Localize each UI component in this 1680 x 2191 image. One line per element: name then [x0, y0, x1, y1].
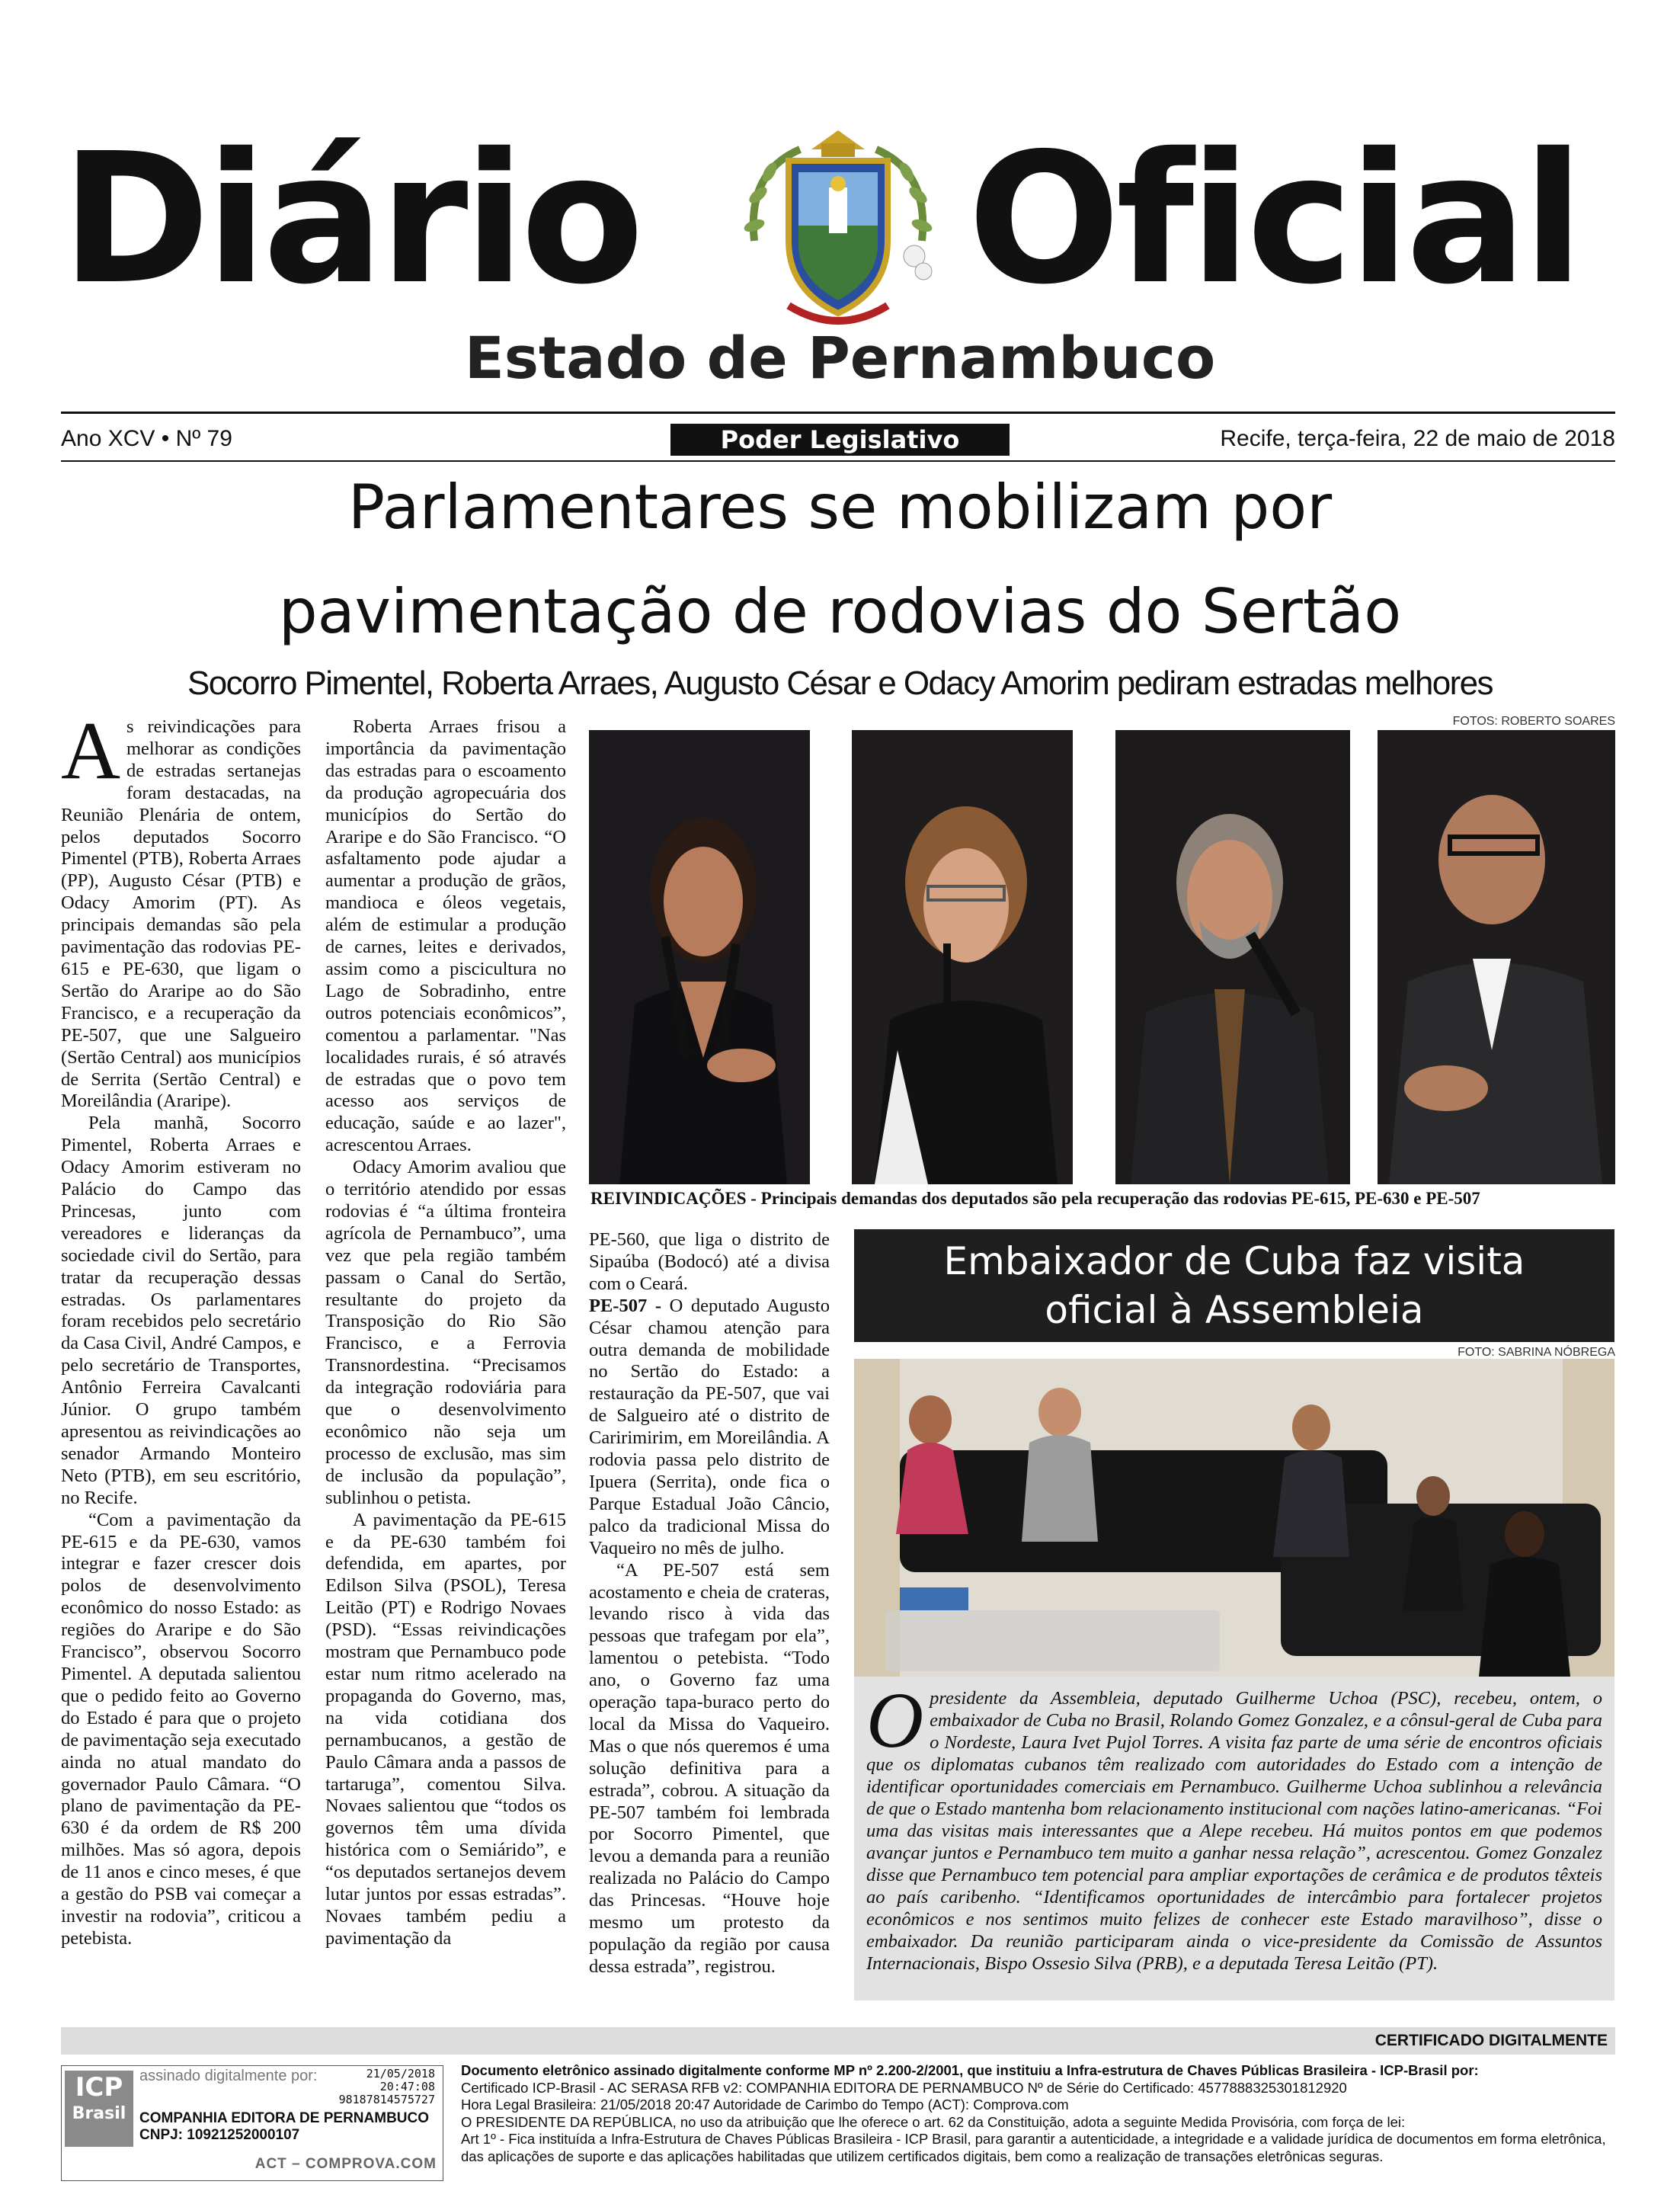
article-paragraph: As reivindicações para melhorar as condições de estradas sertanejas foram destacadas, na Reunião Plenária de ontem, pelos deputados Socorro Pimentel (PTB), Roberta Arraes (PP), Augusto César (PTB) e Odacy Amorim (PT). As principais demandas são pela pavimentação das rodovias PE-615 e PE-630, que ligam o Sertão do Araripe ao do São Francisco, e a recuperação da PE-507, que une Salgueiro (Sertão Central) aos municípios de Serrita (Sertão Central) e Moreilândia (Araripe). [61, 706, 301, 1112]
cuba-article-box [854, 1677, 1614, 2000]
edition-number: Ano XCV • Nº 79 [61, 426, 232, 451]
cuba-drop-cap: O [866, 1677, 924, 1764]
bottom-rule [61, 460, 1615, 462]
state-coat-of-arms [724, 127, 952, 332]
subsection-label: PE-507 - [589, 1295, 661, 1316]
deputy-photo-1 [589, 730, 810, 1184]
article-paragraph: Odacy Amorim avaliou que o território atendido por essas rodovias é “a última fronteira agrícola de Pernambuco”, uma vez que pela região também passam o Canal do Sertão, resultante do projeto da Transposição do Rio São Francisco, e a Ferrovia Transnordestina. “Precisamos da integração rodoviária para que o desenvolvimento econômico não seja um processo de exclusão, mas sim de inclusão da população”, sublinhou o petista. [325, 1157, 566, 1508]
article-paragraph: A pavimentação da PE-615 e da PE-630 também foi defendida, em apartes, por Edilson Silva (PSOL), Teresa Leitão (PT) e Rodrigo Novaes (PSD). “Essas reivindicações mostram que Pernambuco pode estar num ritmo acelerado na propaganda do Governo, mas, na vida cotidiana dos pernambucanos, a gestão de Paulo Câmara anda a passos de tartaruga”, comentou Silva. Novaes salientou que “todos os governos têm uma dívida histórica com o Semiárido”, e “os deputados sertanejos devem lutar juntos por essas estradas”. Novaes também pediu a pavimentação da [325, 1509, 566, 1949]
drop-cap: A [61, 706, 120, 796]
cuba-title-line-1: Embaixador de Cuba faz visita [943, 1239, 1525, 1283]
headline-line-1: Parlamentares se mobilizam por [347, 472, 1333, 543]
article-paragraph: PE-560, que liga o distrito de Sipaúba (Bodocó) até a divisa com o Ceará. [589, 1229, 830, 1294]
article-column-2 [325, 716, 566, 1950]
main-headline [46, 472, 1634, 647]
legal-notice: Documento eletrônico assinado digitalmente conforme MP nº 2.200-2/2001, que instituiu a Infra-estrutura de Chaves Públicas Brasileira - ICP-Brasil por: Certificado ICP-Brasil - AC SERASA RFB v2: COMPANHIA EDITORA DE PERNAMBUCO Nº de Série do Certificado: 4577888325301812920 Hora Legal Brasileira: 21/05/2018 20:47 Autoridade de Carimbo do Tempo (ACT): Comprova.com O PRESIDENTE DA REPÚBLICA, no uso da atribuição que lhe oferece o art. 62 da Constituição, adota a seguinte Medida Provisória, com força de lei: Art 1º - Fica instituída a Infra-Estrutura de Chaves Públicas Brasileira - ICP Brasil, para garantir a autenticidade, a integridade e a validade jurídica de documentos em forma eletrônica, das aplicações de suporte e das aplicações habilitadas que utilizem certificados digitais, bem como a realização de transações eletrônicas seguras. [461, 2062, 1606, 2164]
article-paragraph: Roberta Arraes frisou a importância da pavimentação das estradas para o escoamento da produção agropecuária dos municípios do Sertão do Araripe e do São Francisco. “O asfaltamento pode ajudar a aumentar a produção de grãos, mandioca e óleos vegetais, além de estimular a produção de carnes, leites e derivados, assim como a piscicultura no Lago de Sobradinho, entre outros potenciais econômicos”, comentou a parlamentar. "Nas localidades rurais, é só através de estradas que o povo tem acesso aos serviços de educação, saúde e ao lazer", acrescentou Arraes. [325, 716, 566, 1156]
caption-label: REIVINDICAÇÕES - [590, 1189, 757, 1208]
digital-signature-seal [61, 2065, 443, 2181]
cuba-photo-credit: FOTO: SABRINA NÓBREGA [1458, 1346, 1615, 1359]
act-label: ACT – COMPROVA.COM [254, 2156, 437, 2172]
signer-company: COMPANHIA EDITORA DE PERNAMBUCO [139, 2110, 430, 2126]
masthead-word-diario: Diário [61, 114, 640, 324]
icp-brasil-logo: ICP Brasil [65, 2071, 133, 2147]
article-paragraph: PE-507 - O deputado Augusto César chamou atenção para outra demanda de mobilidade no Sertão do Estado: a restauração da PE-507, que vai de Salgueiro até o distrito de Caririmirim, em Moreilândia. A rodovia passa pelo distrito de Ipuera (Serrita), onde fica o Parque Estadual João Câncio, palco da tradicional Missa do Vaqueiro no mês de julho. [589, 1295, 830, 1558]
deputy-photo-2 [852, 730, 1073, 1184]
cuba-title-line-2: oficial à Assembleia [1045, 1288, 1424, 1332]
coat-of-arms-icon [724, 127, 952, 332]
section-badge: Poder Legislativo [670, 424, 1010, 456]
cuba-meeting-photo [854, 1359, 1614, 1677]
masthead-subtitle: Estado de Pernambuco [464, 324, 1216, 392]
main-subheadline: Socorro Pimentel, Roberta Arraes, Augusto César e Odacy Amorim pediram estradas melhores [187, 665, 1493, 702]
deputy-photo-4 [1378, 730, 1615, 1184]
article-column-1 [61, 706, 301, 1950]
photo-credit: FOTOS: ROBERTO SOARES [1452, 715, 1615, 728]
article-column-3 [589, 1229, 830, 1978]
photo-caption [590, 1189, 1615, 1209]
signer-cnpj: CNPJ: 10921252000107 [139, 2127, 300, 2143]
article-paragraph: “Com a pavimentação da PE-615 e da PE-630, vamos integrar e fazer crescer dois polos de desenvolvimento econômico do nosso Estado: as regiões do Araripe e do São Francisco”, observou Socorro Pimentel. A deputada salientou que o pedido feito ao Governo do Estado é para que o projeto de pavimentação seja executado ainda no atual mandato do governador Paulo Câmara. “O plano de pavimentação da PE-630 é da ordem de R$ 200 milhões. Mas só agora, depois de 11 anos e cinco meses, é que a gestão do PSB vai começar a investir na rodovia”, criticou a petebista. [61, 1509, 301, 1949]
signed-by-label: assinado digitalmente por: [139, 2068, 318, 2084]
cuba-headline-box [854, 1229, 1614, 1342]
certified-label: CERTIFICADO DIGITALMENTE [1374, 2032, 1608, 2049]
issue-date: Recife, terça-feira, 22 de maio de 2018 [1220, 426, 1615, 451]
caption-text: Principais demandas dos deputados são pela recuperação das rodovias PE-615, PE-630 e PE-507 [756, 1189, 1480, 1208]
headline-line-2: pavimentação de rodovias do Sertão [278, 576, 1402, 647]
article-paragraph: Pela manhã, Socorro Pimentel, Roberta Arraes e Odacy Amorim estiveram no Palácio do Campo das Princesas, junto com vereadores e lideranças da sociedade civil do Sertão, para tratar da recuperação dessas estradas. Os parlamentares foram recebidos pelo secretário da Casa Civil, André Campos, e pelo secretário de Transportes, Antônio Ferreira Cavalcanti Júnior. O grupo também apresentou as reivindicações ao senador Armando Monteiro Neto (PTB), em seu escritório, no Recife. [61, 1113, 301, 1508]
masthead-word-oficial: Oficial [968, 114, 1580, 324]
cuba-article-text: O presidente da Assembleia, deputado Guilherme Uchoa (PSC), recebeu, ontem, o embaixador de Cuba no Brasil, Rolando Gomez Gonzalez, e a cônsul-geral de Cuba para o Nordeste, Laura Ivet Pujol Torres. A visita faz parte de uma série de encontros oficiais que os diplomatas cubanos têm realizado com autoridades do Estado com a intenção de identificar oportunidades comerciais em Pernambuco. Guilherme Uchoa sublinhou a relevância de que o Estado mantenha bom relacionamento institucional com nações latino-americanas. “Foi uma das visitas mais interessantes que a Alepe recebeu. Há muitos pontos em que podemos avançar juntos e Pernambuco tem muito a ganhar nessa relação”, acrescentou. Gomez Gonzalez disse que Pernambuco tem potencial para ampliar exportações de cerâmica e de produtos têxteis ao país caribenho. “Identificamos oportunidades de intercâmbio para fortalecer projetos econômicos e nos sentimos muito felizes de conhecer este Estado maravilhoso”, disse o embaixador. Da reunião participaram ainda o vice-presidente da Comissão de Assuntos Internacionais, Bispo Ossesio Silva (PRB), e a deputada Teresa Leitão (PT). [866, 1677, 1602, 1974]
top-rule [61, 412, 1615, 414]
signature-timestamp: 21/05/2018 20:47:08 98187814575727 [338, 2067, 435, 2106]
deputy-photo-3 [1115, 730, 1350, 1184]
article-paragraph: “A PE-507 está sem acostamento e cheia de crateras, levando risco à vida das pessoas que trafegam por ela”, lamentou o petebista. “Todo ano, o Governo faz uma operação tapa-buraco perto do local da Missa do Vaqueiro. Mas o que nós queremos é uma solução definitiva para a estrada”, cobrou. A situação da PE-507 também foi lembrada por Socorro Pimentel, que levou a demanda para a reunião realizada no Palácio do Campo das Princesas. “Houve hoje mesmo um protesto da população da região por causa dessa estrada”, registrou. [589, 1559, 830, 1977]
masthead [61, 114, 1619, 335]
